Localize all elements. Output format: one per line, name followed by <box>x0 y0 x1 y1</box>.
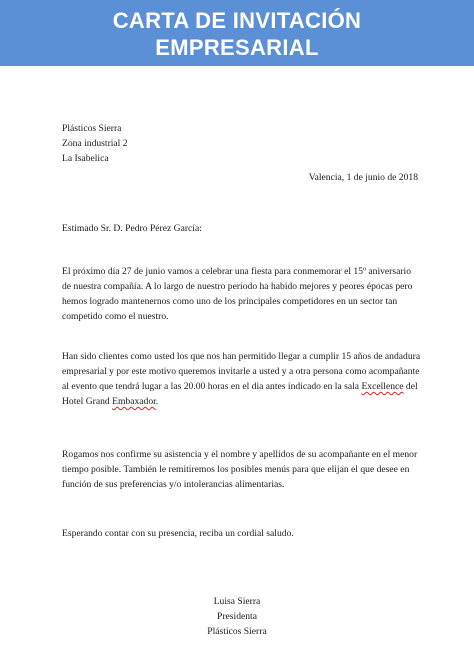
paragraph-2-text-start: Han sido clientes como usted los que nos han permitido llegar a cumplir 15 años de andadura empresarial y por este motivo queremos invitarle a usted y a otra persona como acompañante al evento que tendrá lugar a las 20.00 horas en el dia antes indicado en la sala <box>62 351 421 392</box>
paragraph-2-text-end: . <box>155 396 159 407</box>
title-banner <box>0 0 474 66</box>
signature-name: Luisa Sierra <box>213 596 261 607</box>
sender-address <box>62 121 422 166</box>
signature-block <box>0 594 474 639</box>
venue-name: Excellence <box>361 381 404 392</box>
paragraph-2-text <box>62 349 422 409</box>
sender-street: Zona industrial 2 <box>62 138 128 149</box>
signature-company: Plásticos Sierra <box>207 626 267 637</box>
signature-title: Presidenta <box>217 611 257 622</box>
paragraph-3 <box>62 447 422 492</box>
banner-title-line1: CARTA DE INVITACIÓN <box>112 8 362 33</box>
paragraph-1 <box>62 264 422 324</box>
paragraph-1-text: El próximo día 27 de junio vamos a celebrar una fiesta para conmemorar el 15º aniversario de nuestra compañía. A lo largo de nuestro período ha habido mejores y peores épocas pero hemos logrado mantenernos como uno de los principales competidores en un sector tan competido como el nuestro. <box>62 266 413 322</box>
sender-company: Plásticos Sierra <box>62 123 122 134</box>
greeting <box>62 221 422 236</box>
paragraph-2-text-mid: del Hotel Grand <box>62 381 418 407</box>
greeting-text: Estimado Sr. D. Pedro Pérez García: <box>62 223 202 234</box>
letter-date: Valencia, 1 de junio de 2018 <box>308 172 418 183</box>
sender-city: La Isabelica <box>62 153 109 164</box>
hotel-name: Embaxador <box>112 396 156 407</box>
banner-title-line2: EMPRESARIAL <box>155 35 319 60</box>
paragraph-2 <box>62 349 422 409</box>
paragraph-3-text: Rogamos nos confirme su asistencia y el nombre y apellidos de su acompañante en el menor tiempo posible. También le remitiremos los posibles menús para que elijan el que desee en función de sus preferencias y/o intolerancias alimentarias. <box>62 449 418 490</box>
closing <box>62 526 422 541</box>
closing-text: Esperando contar con su presencia, reciba un cordial saludo. <box>62 528 294 539</box>
